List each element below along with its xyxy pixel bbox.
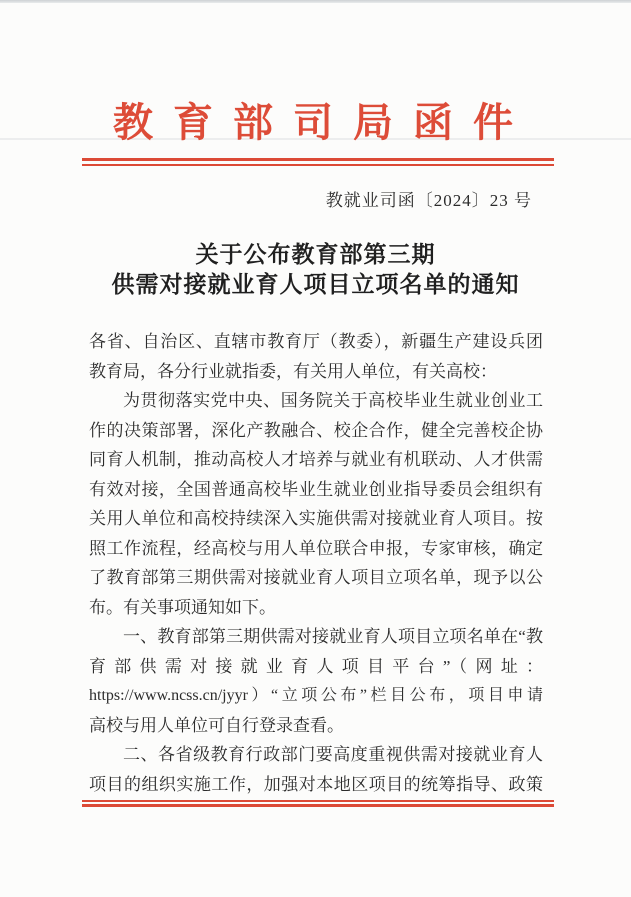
body-line-with-url: https://www.ncss.cn/jyyr）“立项公布”栏目公布，项目申请 (89, 687, 543, 704)
body-line: 教育局，各分行业就指委，有关用人单位，有关高校： (89, 361, 497, 381)
letterhead-red-rule-top (82, 158, 554, 166)
body-line: 了教育部第三期供需对接就业育人项目立项名单，现予以公 (89, 568, 543, 587)
notice-title-line-1: 关于公布教育部第三期 (195, 242, 436, 267)
document-number: 教就业司函〔2024〕23 号 (325, 191, 532, 210)
letterhead-title: 教育部司局函件 (113, 100, 533, 145)
body-line: 照工作流程，经高校与用人单位联合申报，专家审核，确定 (89, 538, 543, 558)
body-line: 二、各省级教育行政部门要高度重视供需对接就业育人 (123, 745, 543, 764)
notice-title (0, 240, 631, 300)
body-line: 一、教育部第三期供需对接就业育人项目立项名单在“教 (123, 627, 543, 646)
body-line: 同育人机制，推动高校人才培养与就业有机联动、人才供需 (89, 450, 543, 469)
scan-edge-artifact (0, 0, 631, 3)
body-line: 作的决策部署，深化产教融合、校企合作，健全完善校企协 (89, 420, 543, 440)
body-line: 布。有关事项通知如下。 (89, 597, 276, 617)
body-line: 育部供需对接就业育人项目平台”（网址： (89, 656, 543, 676)
body-line: 各省、自治区、直辖市教育厅（教委），新疆生产建设兵团 (89, 332, 543, 351)
letterhead-red-rule-bottom (82, 800, 554, 807)
notice-title-line-2: 供需对接就业育人项目立项名单的通知 (111, 272, 520, 297)
body-line: 为贯彻落实党中央、国务院关于高校毕业生就业创业工 (123, 391, 543, 410)
body-line: 有效对接，全国普通高校毕业生就业创业指导委员会组织有 (89, 479, 543, 499)
body-line: 关用人单位和高校持续深入实施供需对接就业育人项目。按 (89, 509, 543, 528)
letter-body (89, 327, 543, 799)
body-line: 高校与用人单位可自行登录查看。 (89, 715, 344, 735)
body-line: 项目的组织实施工作，加强对本地区项目的统筹指导、政策 (89, 774, 543, 794)
